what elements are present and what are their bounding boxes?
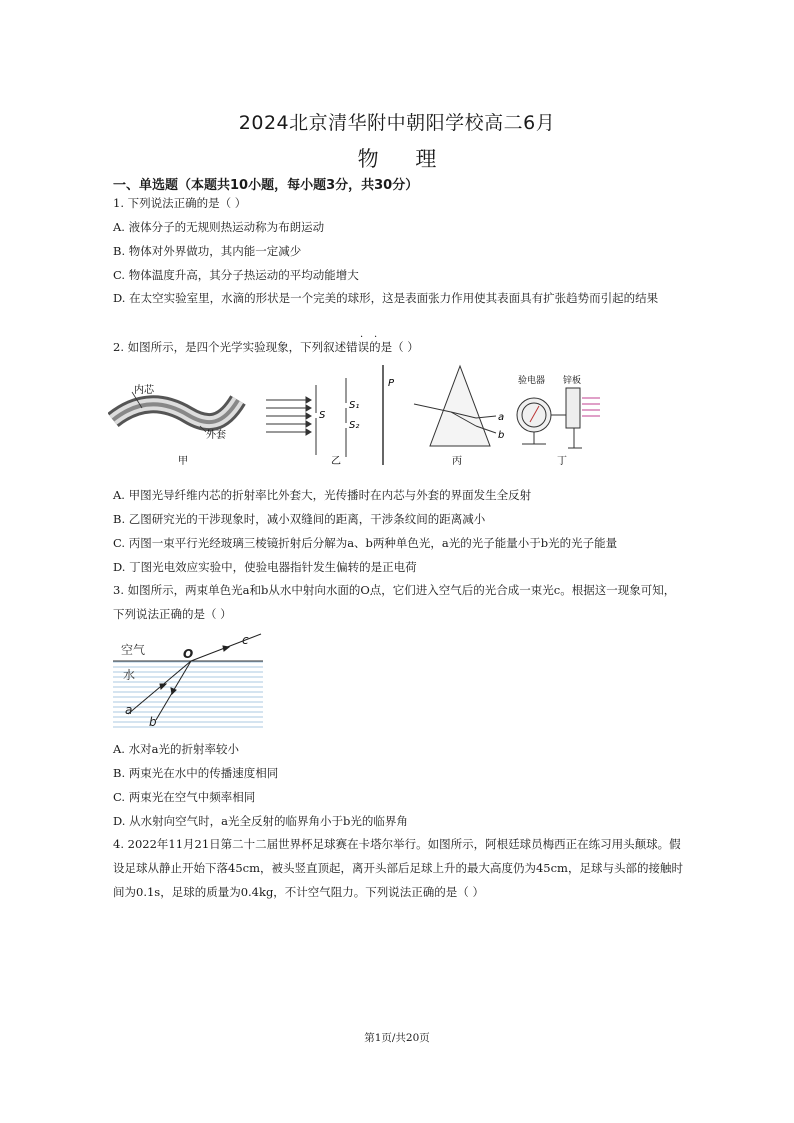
slit-s1-label: S₁	[349, 400, 360, 411]
electroscope-diagram	[517, 388, 600, 448]
zinc-plate-label: 锌板	[563, 376, 582, 386]
q3-figure	[113, 632, 263, 732]
ray-c-label: c	[242, 633, 249, 647]
figure-label-yi: 乙	[331, 456, 341, 467]
q3-option-d: D. 从水射向空气时，a光全反射的临界角小于b光的临界角	[113, 814, 408, 828]
fiber-cladding-label: 外套	[206, 430, 226, 441]
q1-stem: 1. 下列说法正确的是（ ）	[113, 196, 247, 210]
emphasis-dot: ·	[360, 332, 364, 343]
subject-title: 物 理	[357, 147, 437, 171]
point-o-label: O	[183, 647, 194, 661]
screen-p-label: P	[388, 378, 395, 389]
figure-label-bing: 丙	[452, 456, 462, 467]
electroscope-label: 验电器	[518, 376, 546, 386]
q1-option-b: B. 物体对外界做功，其内能一定减少	[113, 244, 302, 258]
figure-label-jia: 甲	[178, 456, 188, 467]
q2-stem: 2. 如图所示，是四个光学实验现象，下列叙述错误的是（ ）	[113, 340, 419, 354]
q1-option-c: C. 物体温度升高，其分子热运动的平均动能增大	[113, 268, 359, 282]
prism-ray-a-label: a	[498, 412, 505, 423]
q3-option-b: B. 两束光在水中的传播速度相同	[113, 766, 279, 780]
air-label: 空气	[121, 643, 146, 657]
q1-option-a: A. 液体分子的无规则热运动称为布朗运动	[113, 220, 325, 234]
q3-option-c: C. 两束光在空气中频率相同	[113, 790, 256, 804]
ray-a-label: a	[125, 703, 133, 717]
ray-b-label: b	[149, 715, 157, 729]
prism-diagram	[414, 366, 496, 446]
q3-option-a: A. 水对a光的折射率较小	[113, 742, 239, 756]
fiber-diagram	[113, 383, 238, 467]
q2-option-b: B. 乙图研究光的干涉现象时，减小双缝间的距离，干涉条纹间的距离减小	[113, 512, 486, 526]
q2-figure	[108, 360, 608, 472]
section-heading: 一、单选题（本题共10小题，每小题3分，共30分）	[113, 178, 419, 193]
q3-stem: 3. 如图所示，两束单色光a和b从水中射向水面的O点，它们进入空气后的光合成一束光c。根据这一现象可知，下列说法正确的是（ ）	[113, 583, 676, 621]
figure-label-ding: 丁	[557, 456, 567, 467]
q2-option-c: C. 丙图一束平行光经玻璃三棱镜折射后分解为a、b两种单色光，a光的光子能量小于b光的光子能量	[113, 536, 618, 550]
q4-stem: 4. 2022年11月21日第二十二届世界杯足球赛在卡塔尔举行。如图所示，阿根廷球员梅西正在练习用头颠球。假设足球从静止开始下落45cm，被头竖直顶起，离开头部后足球上升的最大高度仍为45cm，足球与头部的接触时间为0.1s，足球的质量为0.4kg，不计空气阻力。下列说法正确的是（ ）	[113, 837, 683, 899]
prism-ray-b-label: b	[498, 430, 505, 441]
q1-option-d: D. 在太空实验室里，水滴的形状是一个完美的球形，这是表面张力作用使其表面具有扩张趋势而引起的结果	[113, 291, 659, 305]
slit-s2-label: S₂	[349, 420, 360, 431]
slit-s-label: S	[319, 410, 326, 421]
page-footer: 第1页/共20页	[364, 1032, 430, 1044]
q2-option-a: A. 甲图光导纤维内芯的折射率比外套大，光传播时在内芯与外套的界面发生全反射	[113, 488, 532, 502]
fiber-core-label: 内芯	[134, 385, 154, 396]
water-label: 水	[123, 668, 136, 682]
page-title: 2024北京清华附中朝阳学校高二6月	[238, 112, 556, 134]
q2-option-d: D. 丁图光电效应实验中，使验电器指针发生偏转的是正电荷	[113, 560, 417, 574]
emphasis-dot: ·	[374, 332, 378, 343]
